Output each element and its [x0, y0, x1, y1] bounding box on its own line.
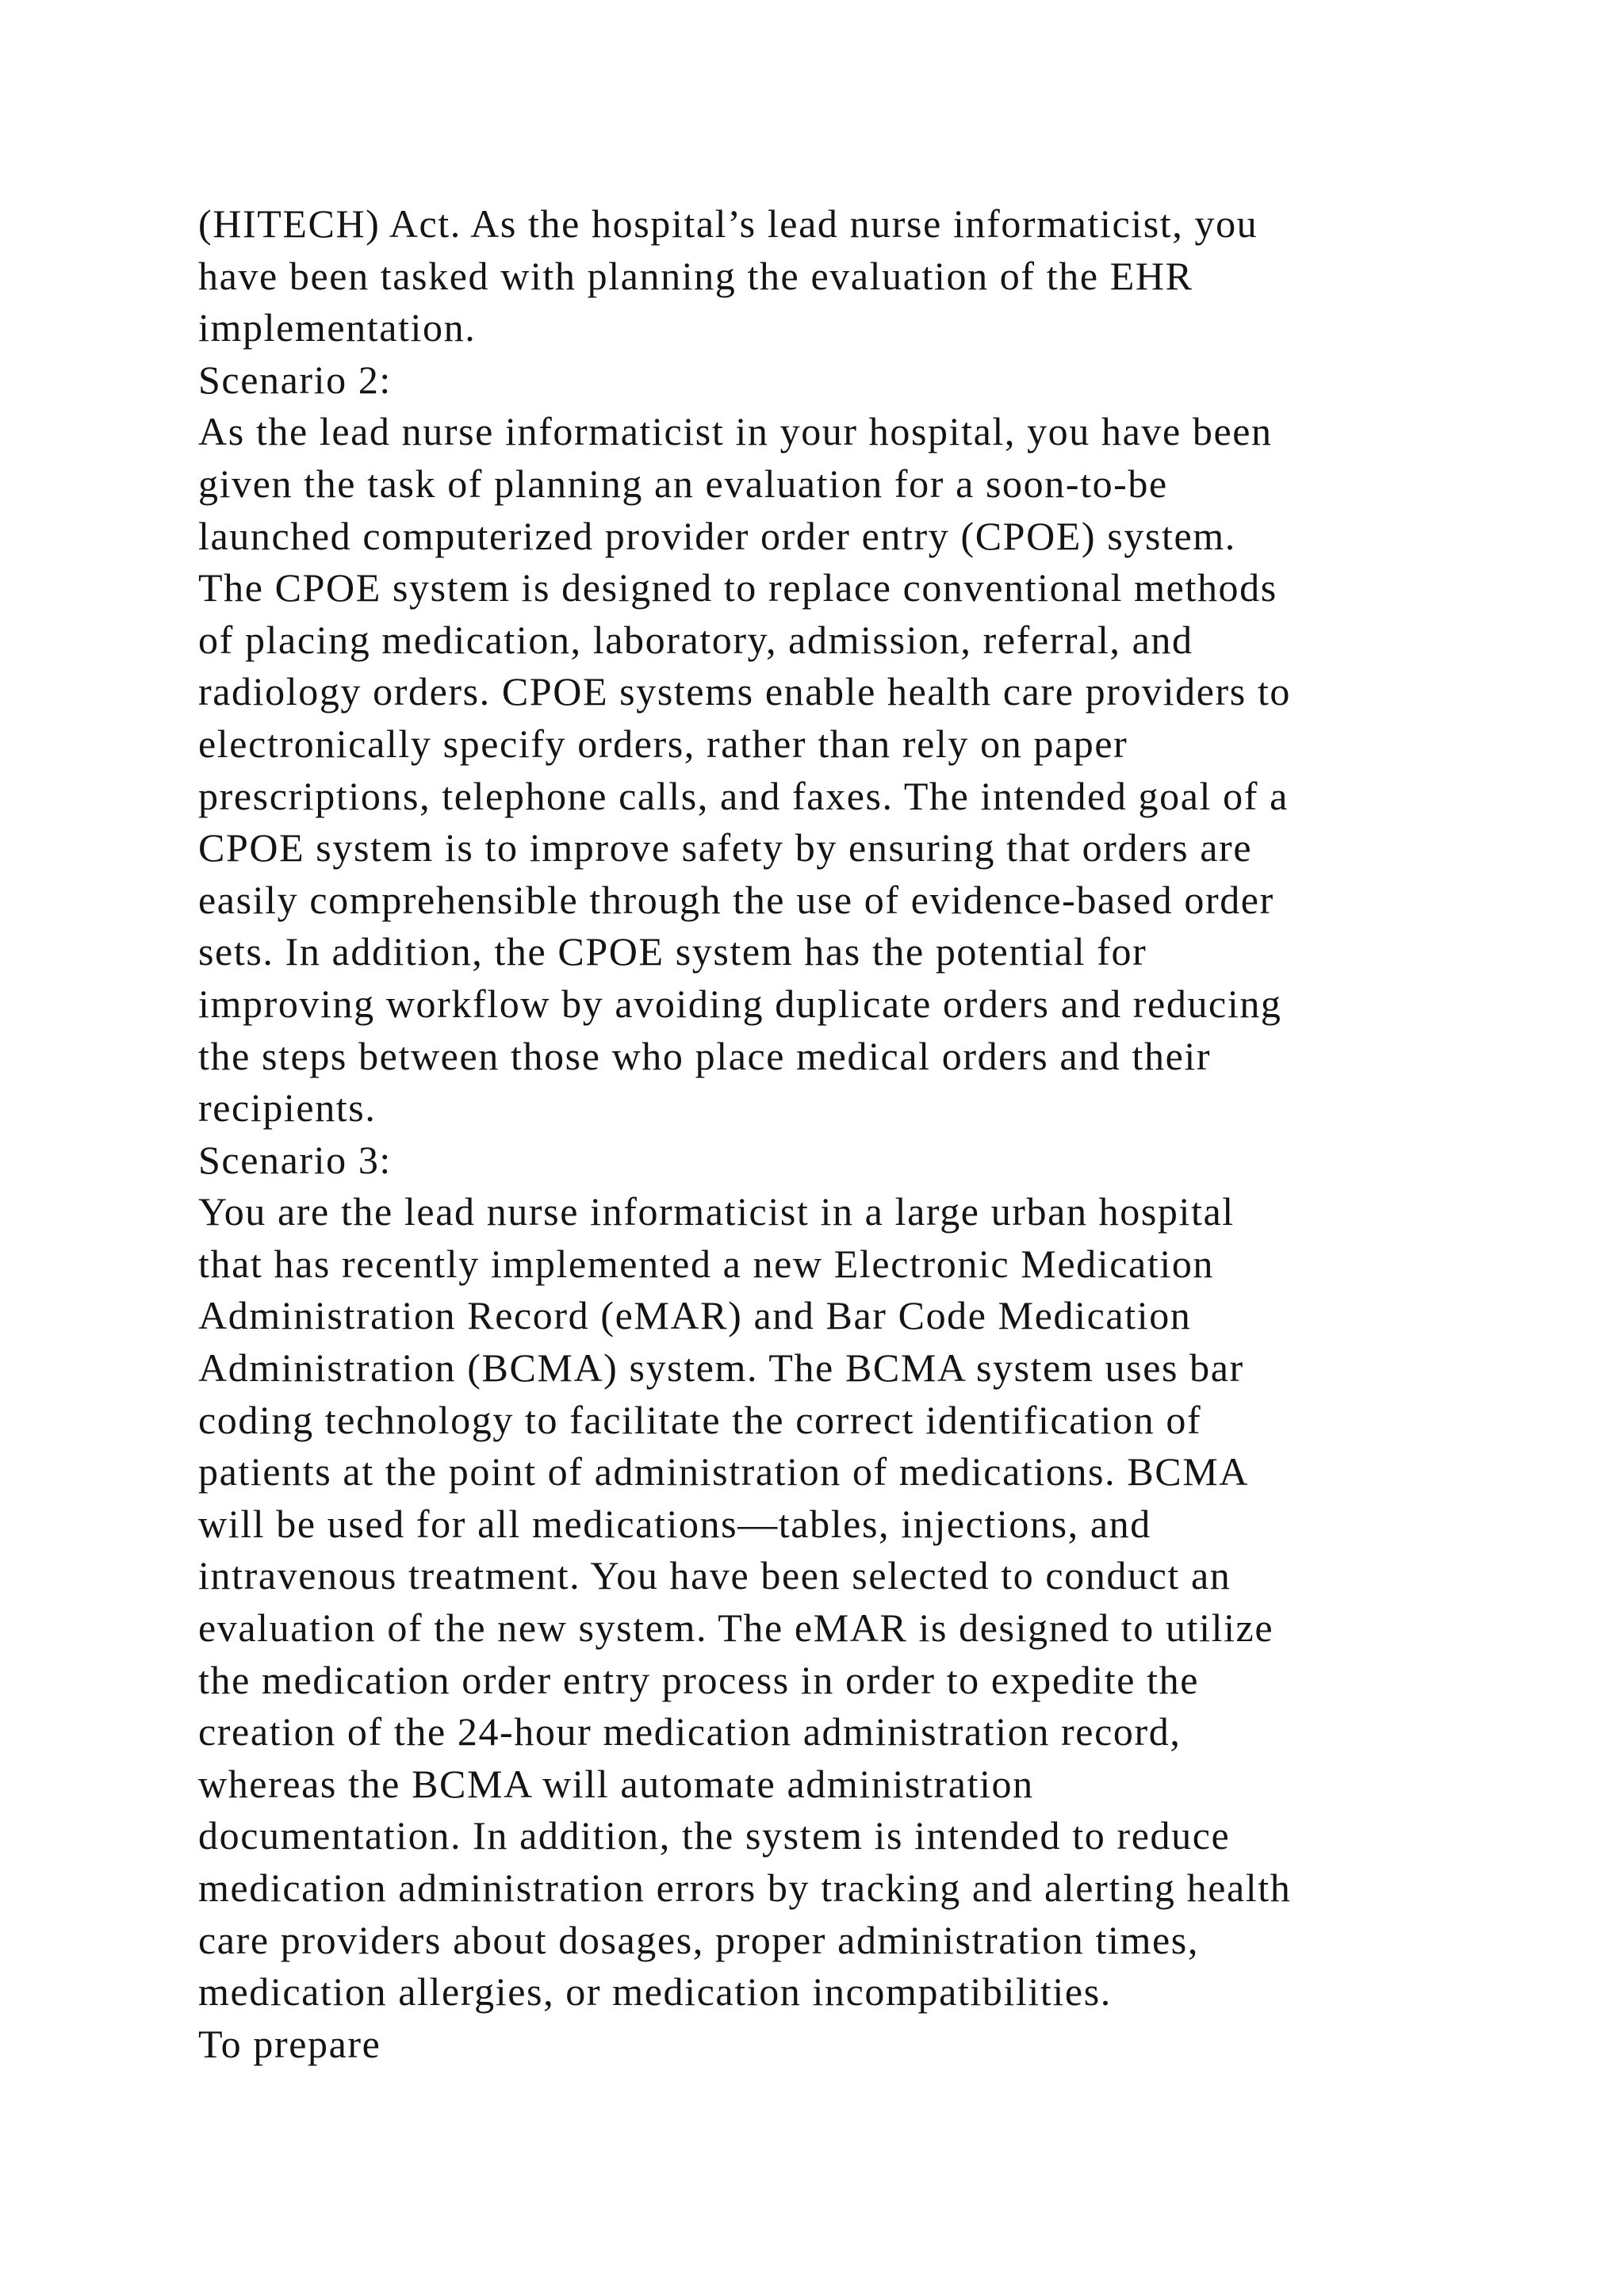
text-line: whereas the BCMA will automate administration	[198, 1761, 1034, 1806]
section-heading-scenario-2: Scenario 2:	[198, 357, 392, 402]
document-body	[198, 198, 1507, 2070]
text-line: given the task of planning an evaluation for a soon-to-be	[198, 461, 1168, 506]
text-line: evaluation of the new system. The eMAR is designed to utilize	[198, 1605, 1274, 1651]
text-line: sets. In addition, the CPOE system has the potential for	[198, 929, 1147, 974]
section-heading-scenario-3: Scenario 3:	[198, 1137, 392, 1182]
text-line: As the lead nurse informaticist in your hospital, you have been	[198, 409, 1273, 454]
text-line: electronically specify orders, rather than rely on paper	[198, 721, 1128, 766]
text-line: prescriptions, telephone calls, and faxes. The intended goal of a	[198, 773, 1289, 818]
text-line: will be used for all medications—tables, injections, and	[198, 1501, 1151, 1546]
text-line: of placing medication, laboratory, admission, referral, and	[198, 617, 1193, 662]
text-line: creation of the 24-hour medication administration record,	[198, 1709, 1182, 1755]
text-line: patients at the point of administration of medications. BCMA	[198, 1449, 1249, 1494]
text-line: The CPOE system is designed to replace conventional methods	[198, 565, 1277, 610]
text-line: improving workflow by avoiding duplicate orders and reducing	[198, 981, 1282, 1026]
text-line: CPOE system is to improve safety by ensuring that orders are	[198, 825, 1253, 871]
text-line: medication allergies, or medication incompatibilities.	[198, 1969, 1112, 2015]
text-line: have been tasked with planning the evaluation of the EHR	[198, 253, 1193, 298]
text-line: care providers about dosages, proper administration times,	[198, 1917, 1199, 1962]
text-line: (HITECH) Act. As the hospital’s lead nurse informaticist, you	[198, 201, 1258, 246]
text-line: documentation. In addition, the system is intended to reduce	[198, 1813, 1231, 1858]
text-line: Administration Record (eMAR) and Bar Code Medication	[198, 1293, 1192, 1338]
text-line: Administration (BCMA) system. The BCMA system uses bar	[198, 1345, 1244, 1391]
text-line: implementation.	[198, 305, 477, 350]
text-line: the steps between those who place medical orders and their	[198, 1033, 1212, 1078]
text-line: intravenous treatment. You have been selected to conduct an	[198, 1553, 1231, 1598]
text-line: launched computerized provider order entry (CPOE) system.	[198, 513, 1236, 558]
text-line: coding technology to facilitate the correct identification of	[198, 1397, 1202, 1442]
text-line: To prepare	[198, 2021, 381, 2066]
text-line: recipients.	[198, 1085, 377, 1131]
text-line: that has recently implemented a new Electronic Medication	[198, 1241, 1215, 1286]
text-line: medication administration errors by tracking and alerting health	[198, 1866, 1292, 1910]
text-line: the medication order entry process in order to expedite the	[198, 1657, 1200, 1702]
text-line: radiology orders. CPOE systems enable health care providers to	[198, 669, 1292, 714]
text-line: You are the lead nurse informaticist in a large urban hospital	[198, 1189, 1235, 1234]
text-line: easily comprehensible through the use of evidence-based order	[198, 877, 1274, 922]
